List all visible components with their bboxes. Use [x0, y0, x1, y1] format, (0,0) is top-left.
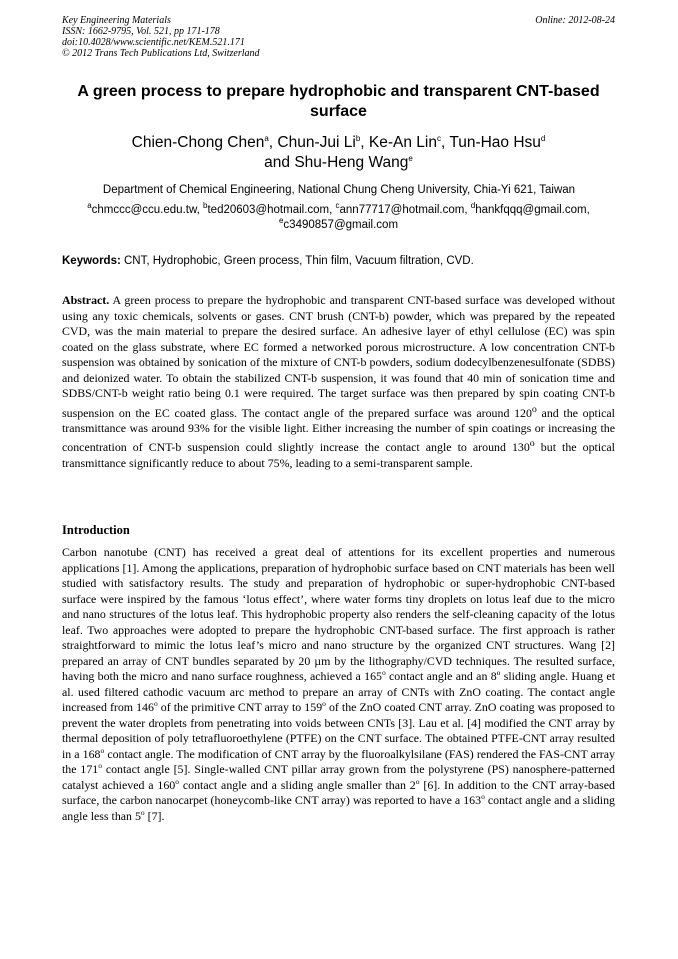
- email-sup: c: [335, 201, 340, 211]
- email-sup: d: [470, 201, 476, 211]
- author-name: Chun-Jui Li: [277, 134, 356, 151]
- email-address: c3490857@gmail.com: [283, 219, 399, 231]
- author-name: Tun-Hao Hsu: [449, 134, 541, 151]
- copyright-line: © 2012 Trans Tech Publications Ltd, Switzerland: [62, 48, 260, 59]
- abstract-text: but the optical transmittance significantly reduce to about 75%, leading to a semi-transparent sample.: [62, 440, 615, 470]
- degree-sup: o: [415, 776, 420, 786]
- email-address: ann77717@hotmail.com: [339, 204, 465, 216]
- degree-sup: o: [381, 668, 386, 678]
- intro-text: contact angle [5]. Single-walled CNT pillar array grown from the polystyrene (PS) nanosphere-patterned catalyst achieved a 160: [62, 762, 615, 792]
- degree-sup: o: [322, 699, 326, 709]
- author-list: Chien-Chong Chen$^a$, Chun-Jui Li$^b$, Ke-An Lin$^c$, Tun-Hao Hsu$^d$ and Shu-Heng Wang$^e$: [131, 133, 546, 171]
- intro-text: contact angle and an 8: [385, 669, 497, 683]
- intro-text: contact angle. The modification of CNT array by the fluoroalkylsilane (FAS) rendered the FAS-CNT array the 171: [62, 746, 615, 776]
- author-sup: a: [264, 133, 269, 143]
- section-heading-introduction: Introduction: [62, 523, 130, 537]
- email-list: $^a$chmccc@ccu.edu.tw, $^b$ted20603@hotmail.com, $^c$ann77717@hotmail.com, $^d$hankfqqq@gmail.com, $^e$c3490857@gmail.com: [87, 201, 590, 231]
- keywords-label: Keywords:: [62, 255, 121, 267]
- intro-text: [7].: [144, 808, 165, 823]
- degree-sup: o: [140, 807, 145, 817]
- intro-text: of the ZnO coated CNT array. ZnO coating was proposed to prevent the water droplets from penetrating into voids between CNTs [3]. Lau et al. [4] modified the CNT array by thermal deposition of poly tetrafluoroethylene (PTFE) on the CNT surface. The obtained PTFE-CNT array resulted in a 168: [62, 700, 615, 761]
- author-name: Shu-Heng Wang: [294, 154, 409, 171]
- author-name: Ke-An Lin: [368, 134, 437, 151]
- intro-text: sliding angle. Huang et al. used filtered cathodic vacuum arc method to prepare an array of CNTs with ZnO coating. The contact angle increased from 146: [62, 669, 615, 714]
- degree-sup: o: [496, 668, 501, 678]
- keywords-line: [62, 254, 615, 268]
- email-address: ted20603@hotmail.com: [207, 204, 330, 216]
- journal-header: [62, 15, 615, 59]
- intro-text: contact angle and a sliding angle less than 5: [62, 793, 616, 823]
- degree-sup: o: [153, 699, 158, 709]
- degree-sup: o: [175, 776, 179, 786]
- degree-sup: o: [98, 761, 102, 771]
- abstract-text: A green process to prepare the hydrophobic and transparent CNT-based surface was developed without using any toxic chemicals, solvents or gases. CNT brush (CNT-b) powder, which was prepared by the repeated CVD, was the main material to prepare the desired surface. An adhesive layer of ethyl cellulose (EC) was spin coated on the glass substrate, where EC formed a networked porous microstructure. A low concentration CNT-b suspension was obtained by sonication of the mixture of CNT-b powders, sodium dodecylbenzenesulfonate (SDBS) and deionized water. To obtain the stabilized CNT-b suspension, it was found that 40 min of sonication time and SDBS/CNT-b weight ratio being 0.1 were required. The target surface was then prepared by spin coating CNT-b suspension on the EC coated glass. The contact angle of the prepared surface was around 120: [62, 293, 615, 420]
- author-name: Chien-Chong Chen: [131, 134, 265, 151]
- intro-text: of the primitive CNT array to 159: [157, 700, 323, 714]
- journal-name: Key Engineering Materials: [62, 15, 171, 26]
- degree-sup: o: [481, 792, 485, 802]
- email-sup: a: [87, 201, 92, 211]
- email-sup: e: [278, 216, 284, 226]
- degree-sup: o: [529, 438, 535, 450]
- doi-line: doi:10.4028/www.scientific.net/KEM.521.171: [62, 37, 245, 48]
- email-sup: b: [203, 201, 208, 211]
- abstract-label: Abstract.: [62, 293, 110, 307]
- author-sup: e: [408, 153, 413, 163]
- author-sup: b: [355, 133, 361, 143]
- affiliation: Department of Chemical Engineering, National Chung Cheng University, Chia-Yi 621, Taiwan: [102, 184, 576, 196]
- keywords-text: CNT, Hydrophobic, Green process, Thin film, Vacuum filtration, CVD.: [124, 255, 474, 267]
- degree-sup: o: [531, 403, 537, 415]
- abstract: [62, 293, 615, 471]
- authors-conjunction: and: [264, 154, 291, 171]
- issn-line: ISSN: 1662-9795, Vol. 521, pp 171-178: [62, 26, 220, 37]
- email-address: hankfqqq@gmail.com: [475, 204, 587, 216]
- introduction-paragraph: [62, 545, 615, 824]
- degree-sup: o: [100, 745, 105, 755]
- abstract-text: and the optical transmittance was around 93% for the visible light. Either increasing the number of spin coatings or increasing the concentration of CNT-b suspension could slightly increase the contact angle to around 130: [62, 405, 615, 455]
- paper-title: A green process to prepare hydrophobic and transparent CNT-based surface: [77, 83, 600, 120]
- intro-text: [6]. In addition to the CNT array-based surface, the carbon nanocarpet (honeycomb-like CNT array) was reported to have a 163: [62, 777, 615, 807]
- intro-text: contact angle and a sliding angle smaller than 2: [179, 777, 416, 792]
- email-address: chmccc@ccu.edu.tw: [91, 204, 197, 216]
- author-sup: c: [436, 133, 441, 143]
- online-date: Online: 2012-08-24: [535, 15, 615, 26]
- author-sup: d: [540, 133, 546, 143]
- intro-text: Carbon nanotube (CNT) has received a great deal of attentions for its excellent properties and numerous applications [1]. Among the applications, preparation of hydrophobic surface based on CNT materials has been well studied with satisfactory results. The study and preparation of hydrophobic or super-hydrophobic CNT-based surface were inspired by the famous ‘lotus effect’, where water forms tiny droplets on lotus leaf due to the micro and nano structures of the lotus leaf. This hydrophobic property also renders the self-cleaning capacity of the lotus leaf. Two approaches were adopted to prepare the hydrophobic CNT-based surface. The first approach is rather straightforward to mimic the lotus leaf’s micro and nano structure by the organized CNT structures. Wang [2] prepared an array of CNT bundles separated by 20 µm by the lithography/CVD techniques. The resulted surface, having both the micro and nano surface roughness, achieved a 165: [62, 545, 615, 683]
